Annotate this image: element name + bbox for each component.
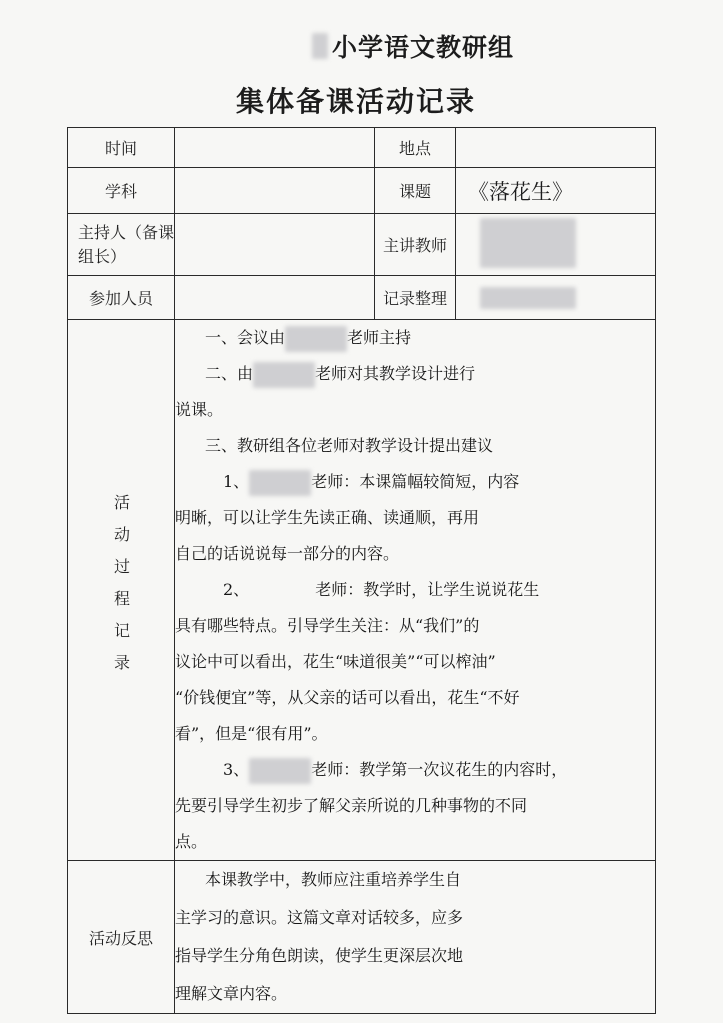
- suggestion-3-line-2: 先要引导学生初步了解父亲所说的几种事物的不同: [175, 796, 528, 815]
- suggestion-2-line-3: 议论中可以看出，花生“味道很美”“可以榨油”: [175, 652, 496, 671]
- reflection-line-2: 主学习的意识。这篇文章对话较多，应多: [175, 908, 464, 927]
- org-text: 小学语文教研组: [332, 33, 515, 62]
- suggestion-1-line-3: 自己的话说说每一部分的内容。: [175, 544, 400, 563]
- participants-label: 参加人员: [68, 276, 175, 320]
- row-host: [68, 214, 656, 276]
- redacted-mark: [253, 362, 315, 388]
- suggestion-3: 3、 老师：教学第一次议花生的内容时，: [175, 752, 655, 788]
- topic-cell: [456, 168, 656, 214]
- redacted-mark: [480, 287, 576, 309]
- row-participants: [68, 276, 656, 320]
- redacted-mark: [249, 758, 311, 784]
- suggestion-2: 2、 老师：教学时，让学生说说花生: [223, 580, 540, 599]
- location-value: [456, 128, 656, 168]
- process-item-3: 三、教研组各位老师对教学设计提出建议: [205, 436, 494, 455]
- reflection-line-4: 理解文章内容。: [175, 984, 288, 1003]
- process-item-1: 一、会议由 老师主持: [175, 320, 655, 356]
- suggestion-1: 1、 老师：本课篇幅较简短，内容: [175, 464, 655, 500]
- row-process: [68, 320, 656, 861]
- subject-value: [175, 168, 375, 214]
- row-reflection: [68, 861, 656, 1014]
- reflection-line-3: 指导学生分角色朗读，使学生更深层次地: [175, 946, 464, 965]
- process-item-2: 二、由 老师对其教学设计进行: [175, 356, 655, 392]
- redacted-mark: [285, 326, 347, 352]
- row-subject: [68, 168, 656, 214]
- suggestion-2-line-4: “价钱便宜”等，从父亲的话可以看出，花生“不好: [175, 688, 520, 707]
- topic-label: 课题: [375, 168, 456, 214]
- process-label-cell: [68, 320, 175, 861]
- reflection-label: 活动反思: [68, 861, 175, 1014]
- lead-teacher-cell: [456, 214, 656, 276]
- topic-value: 《落花生》: [468, 179, 573, 204]
- suggestion-2-line-2: 具有哪些特点。引导学生关注：从“我们”的: [175, 616, 480, 635]
- host-label: 主持人（备课组长）: [68, 214, 175, 276]
- host-value: [175, 214, 375, 276]
- recorder-label: 记录整理: [375, 276, 456, 320]
- row-time: [68, 128, 656, 168]
- lead-teacher-label: 主讲教师: [375, 214, 456, 276]
- process-content: [175, 320, 656, 861]
- suggestion-3-line-3: 点。: [175, 832, 208, 851]
- participants-value: [175, 276, 375, 320]
- record-table: [67, 127, 656, 1014]
- recorder-cell: [456, 276, 656, 320]
- process-label: 活动过程记录: [111, 494, 131, 686]
- suggestion-2-line-5: 看”，但是“很有用”。: [175, 724, 328, 743]
- subject-label: 学科: [68, 168, 175, 214]
- redacted-mark: [480, 218, 576, 268]
- redacted-mark: [249, 470, 311, 496]
- org-name: [312, 28, 514, 64]
- location-label: 地点: [375, 128, 456, 168]
- suggestion-1-line-2: 明晰，可以让学生先读正确、读通顺，再用: [175, 508, 480, 527]
- time-value: [175, 128, 375, 168]
- process-item-2-cont: 说课。: [175, 400, 224, 419]
- time-label: 时间: [68, 128, 175, 168]
- redacted-mark: [312, 33, 328, 59]
- page-title: 集体备课活动记录: [236, 85, 477, 118]
- reflection-line-1: 本课教学中，教师应注重培养学生自: [205, 870, 462, 889]
- reflection-content: [175, 861, 656, 1014]
